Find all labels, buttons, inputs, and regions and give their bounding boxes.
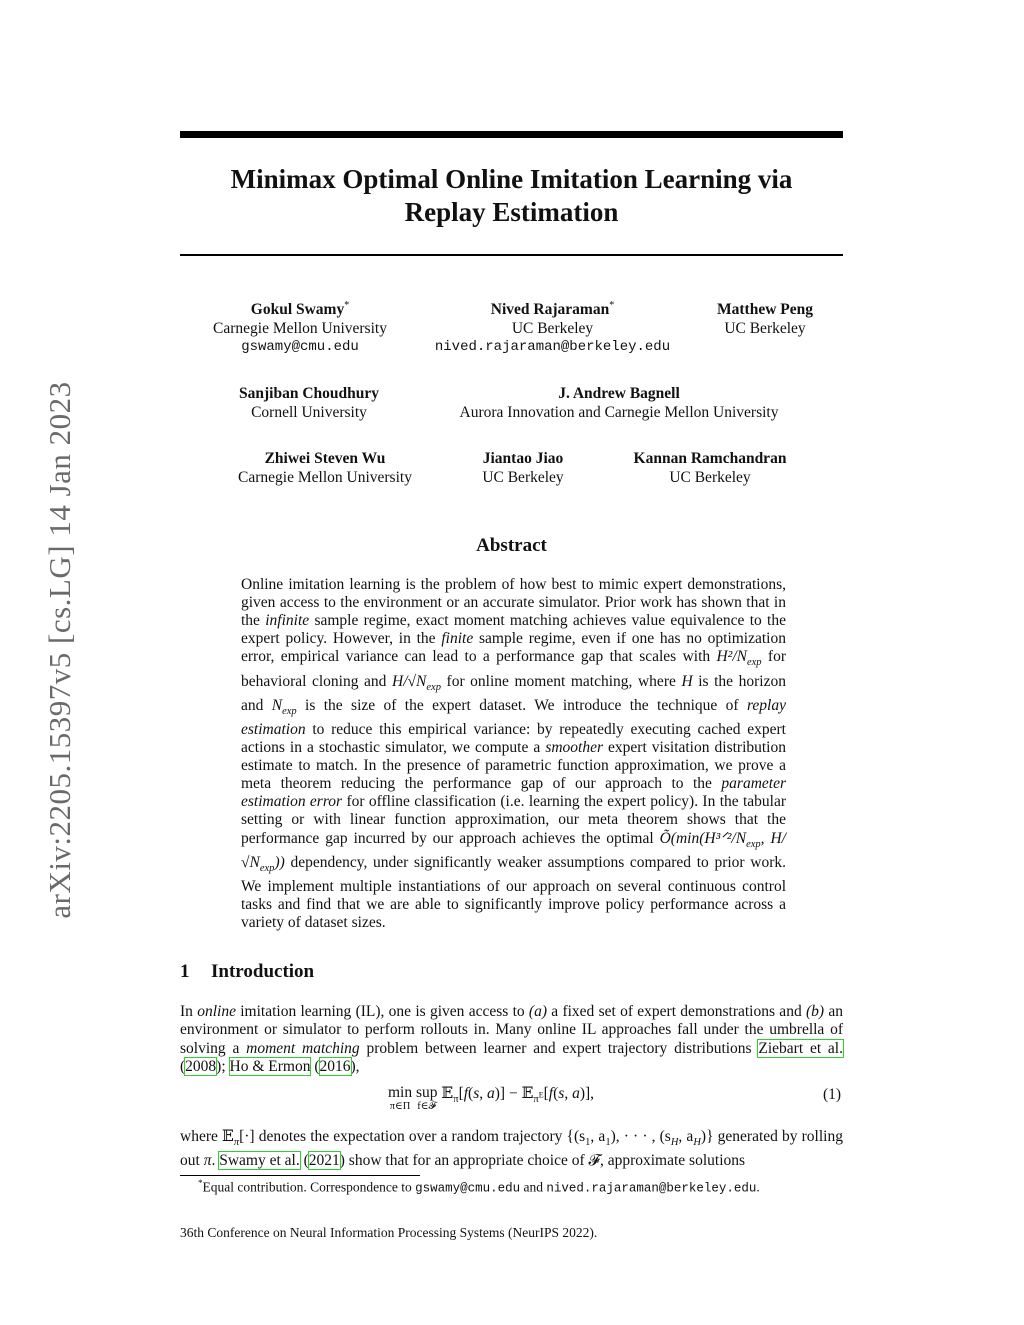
author-affiliation: Carnegie Mellon University — [213, 319, 387, 337]
citation-year-link[interactable]: 2016 — [319, 1057, 351, 1075]
author-block — [215, 450, 435, 487]
title-line-1: Minimax Optimal Online Imitation Learning via — [230, 164, 793, 194]
citation-year-link[interactable]: 2021 — [308, 1152, 340, 1170]
author-block — [453, 450, 593, 487]
title-bottom-rule — [180, 254, 843, 256]
footnote-email: nived.rajaraman@berkeley.edu — [546, 1181, 757, 1196]
math-hsq-over-nexp: $H^2/N_{exp}$ — [716, 648, 762, 669]
author-block — [190, 301, 410, 357]
author-email: nived.rajaraman@berkeley.edu — [434, 339, 671, 355]
author-name: J. Andrew Bagnell — [558, 385, 680, 402]
title-line-2: Replay Estimation — [404, 197, 619, 227]
author-block — [209, 385, 409, 422]
footnote: *Equal contribution. Correspondence to gswamy@cmu.edu and nived.rajaraman@berkeley.edu. — [198, 1178, 760, 1196]
author-name: Nived Rajaraman* — [490, 299, 615, 318]
arxiv-stamp: arXiv:2205.15397v5 [cs.LG] 14 Jan 2023 — [42, 381, 77, 919]
author-name: Gokul Swamy* — [250, 299, 350, 318]
intro-paragraph: In online imitation learning (IL), one is given access to (a) a fixed set of expert demonstrations and (b) an environment or simulator to perform rollouts in. Many online IL approaches fall under the umbrella of solving a moment matching problem between learner and expert trajectory distributions Ziebart et al. (2008); Ho & Ermon (2016), — [180, 1003, 843, 1075]
citation-link[interactable]: Ho & Ermon — [229, 1057, 311, 1075]
author-affiliation: UC Berkeley — [511, 319, 594, 337]
footnote-rule — [180, 1175, 420, 1176]
author-block — [420, 301, 685, 357]
author-affiliation: Carnegie Mellon University — [238, 468, 412, 486]
abstract-text: Online imitation learning is the problem of how best to mimic expert demonstrations, given access to the environment or an accurate simulator. Prior work has shown that in the infinite sample regime, exact moment matching achieves value equivalence to the expert policy. However, in the finite sample regime, even if one has no optimization error, empirical variance can lead to a performance gap that scales with $H^2/N_{exp}$ for behavioral cloning and $H/√N_{exp}$ for online moment matching, where H is the horizon and $N_{exp}$ is the size of the expert dataset. We introduce the technique of replay estimation to reduce this empirical variance: by repeatedly executing cached expert actions in a stochastic simulator, we compute a smoother expert visitation distribution estimate to match. In the presence of parametric function approximation, we prove a meta theorem reducing the performance gap of our approach to the parameter estimation error for offline classification (i.e. learning the expert policy). In the tabular setting or with linear function approximation, our meta theorem shows that the performance gap incurred by our approach achieves the optimal $Õ(\min(H^3ᐟ^2/N_{exp}$, $H/√N_{exp}$)) dependency, under significantly weaker assumptions compared to prior work. We implement multiple instantiations of our approach on several continuous control tasks and find that we are able to significantly improve policy performance across a variety of dataset sizes. — [241, 576, 787, 932]
paper-title — [180, 163, 843, 229]
citation-link[interactable]: Ziebart et al. — [758, 1039, 843, 1057]
math-h-over-sqrt-nexp: $H/√N_{exp}$ — [392, 672, 441, 693]
citation-year-link[interactable]: 2008 — [185, 1057, 217, 1075]
author-block — [430, 385, 808, 422]
equation-number: (1) — [823, 1086, 842, 1103]
math-optimal-rate: $Õ(\min(H^3ᐟ^2/N_{exp}$, $H/√N_{exp}$)) — [241, 829, 786, 874]
section-heading: 1 Introduction — [180, 961, 315, 982]
author-affiliation: UC Berkeley — [482, 468, 564, 486]
title-top-rule — [180, 131, 843, 138]
author-affiliation: Aurora Innovation and Carnegie Mellon University — [459, 403, 779, 421]
author-block — [612, 450, 808, 487]
author-affiliation: Cornell University — [251, 403, 367, 421]
intro-paragraph-2: where 𝔼$_\pi$[·] denotes the expectation over a random trajectory {($s_1$, $a_1$), · · · , ($s_H$, $a_H$)} generated by rolling out π. Swamy et al. (2021) show that for an appropriate choice of 𝓕, approximate solutions — [180, 1128, 843, 1170]
equation-1: min π∈Π sup f∈𝓕 𝔼$_\pi$[f(s, a)] − 𝔼$_{\pi^E}$[f(s, a)], — [388, 1084, 595, 1112]
conference-note: 36th Conference on Neural Information Processing Systems (NeurIPS 2022). — [180, 1225, 598, 1240]
author-name: Zhiwei Steven Wu — [264, 450, 386, 467]
abstract-heading: Abstract — [476, 535, 547, 556]
author-affiliation: UC Berkeley — [724, 319, 806, 337]
footnote-email: gswamy@cmu.edu — [415, 1181, 521, 1196]
author-name: Matthew Peng — [717, 301, 813, 318]
author-name: Kannan Ramchandran — [633, 450, 787, 467]
author-name: Sanjiban Choudhury — [239, 385, 379, 402]
citation-link[interactable]: Swamy et al. — [219, 1152, 300, 1170]
author-name: Jiantao Jiao — [482, 450, 564, 467]
author-block — [695, 301, 835, 338]
author-affiliation: UC Berkeley — [669, 468, 751, 486]
author-email: gswamy@cmu.edu — [241, 339, 359, 355]
